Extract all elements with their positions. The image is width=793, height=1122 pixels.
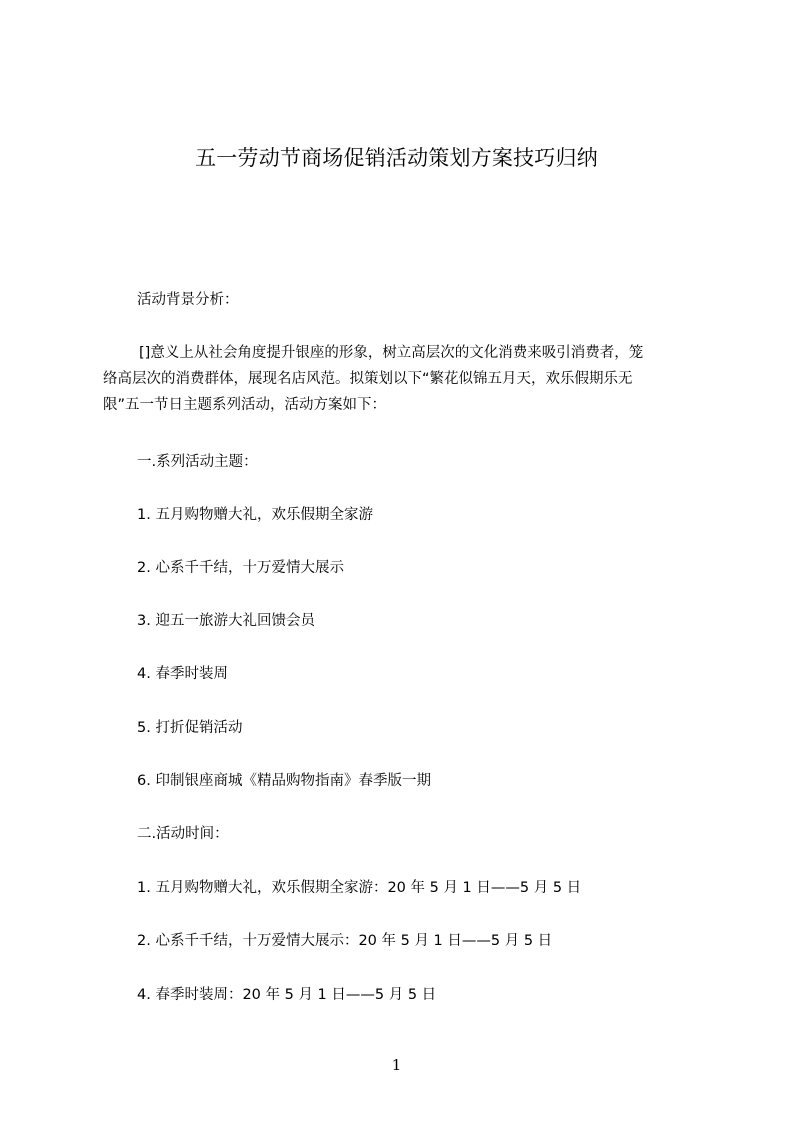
section2-heading: 二.活动时间：: [137, 826, 229, 842]
document-title: 五一劳动节商场促销活动策划方案技巧归纳: [195, 146, 598, 170]
intro-line-1: []意义上从社会角度提升银座的形象，树立高层次的文化消费来吸引消费者，笼: [139, 345, 644, 361]
page-number: 1: [391, 1056, 402, 1074]
section1-item: 1. 五月购物赠大礼，欢乐假期全家游: [137, 507, 373, 523]
section1-item: 4. 春季时装周: [137, 666, 228, 682]
intro-paragraph: [103, 340, 703, 418]
section1-item: 6. 印制银座商城《精品购物指南》春季版一期: [137, 773, 431, 789]
section1-item: 5. 打折促销活动: [137, 720, 243, 736]
section2-item: 2. 心系千千结，十万爱情大展示：20 年 5 月 1 日——5 月 5 日: [137, 933, 553, 949]
section1-heading: 一.系列活动主题：: [137, 454, 258, 470]
section1-item: 3. 迎五一旅游大礼回馈会员: [137, 613, 315, 629]
intro-line-2: 络高层次的消费群体，展现名店风范。拟策划以下“繁花似锦五月天，欢乐假期乐无: [103, 371, 633, 387]
section2-item: 4. 春季时装周：20 年 5 月 1 日——5 月 5 日: [137, 987, 437, 1003]
background-heading: 活动背景分析：: [137, 292, 239, 308]
intro-line-3: 限”五一节日主题系列活动，活动方案如下：: [103, 397, 387, 413]
section1-item: 2. 心系千千结，十万爱情大展示: [137, 560, 344, 576]
section2-item: 1. 五月购物赠大礼，欢乐假期全家游：20 年 5 月 1 日——5 月 5 日: [137, 880, 582, 896]
